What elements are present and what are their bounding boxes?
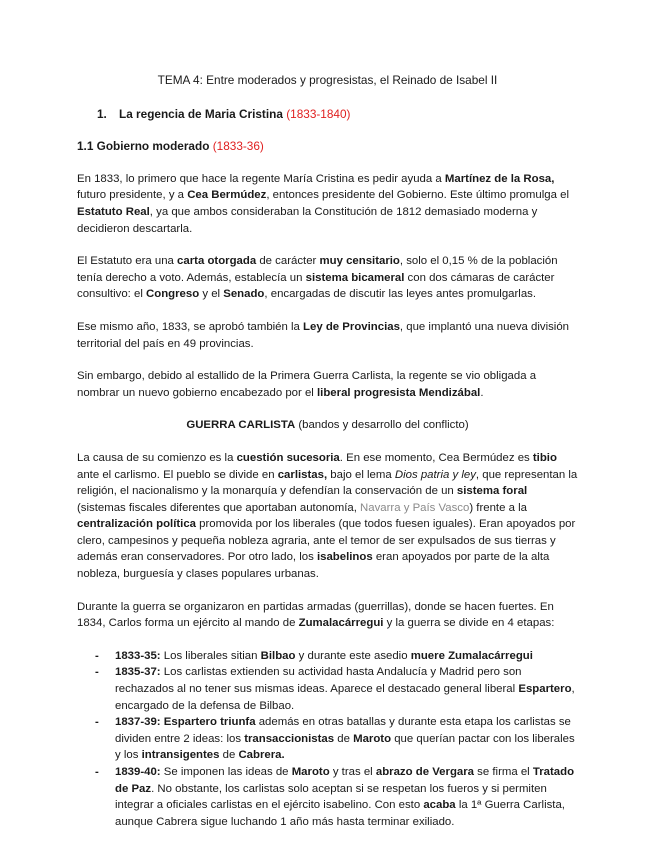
list-item: - 1833-35: Los liberales sitian Bilbao y durante este asedio muere Zumalacárregui	[95, 648, 578, 665]
paragraph-mendizabal: Sin embargo, debido al estallido de la Primera Guerra Carlista, la regente se vio obligada a nombrar un nuevo gobierno encabezado por el liberal progresista Mendizábal.	[77, 370, 537, 399]
paragraph-causa: La causa de su comienzo es la cuestión sucesoria. En ese momento, Cea Bermúdez es tibio ante el carlismo. El pueblo se divide en carlistas, bajo el lema Dios patria y ley, que representan la religión, el nacionalismo y la monarquía y defendían la conservación de un sistema foral (sistemas fiscales diferentes que aportaban autonomía, Navarra y País Vasco) frente a la centralización política promovida por los liberales (que todos fuesen iguales). Eran apoyados por clero, campesinos y pequeña nobleza agraria, ante el temor de ser expulsados de sus tierras y además eran conservadores. Por otro lado, los isabelinos eran apoyados por parte de la alta nobleza, burguesía y clases populares urbanas.	[77, 451, 578, 581]
paragraph-ley-provincias: Ese mismo año, 1833, se aprobó también la Ley de Provincias, que implantó una nueva división territorial del país en 49 provincias.	[77, 320, 569, 350]
dash-marker: -	[95, 649, 99, 662]
paragraph-etapas-intro: Durante la guerra se organizaron en partidas armadas (guerrillas), donde se hacen fuertes. En 1834, Carlos forma un ejército al mando de Zumalacárregui y la guerra se divide en 4 etapas:	[77, 600, 555, 630]
subsection-label: 1.1 Gobierno moderado	[77, 139, 210, 154]
guerra-carlista-heading: GUERRA CARLISTA (bandos y desarrollo del conflicto)	[186, 419, 469, 432]
paragraph-estatuto: En 1833, lo primero que hace la regente María Cristina es pedir ayuda a Martínez de la Rosa, futuro presidente, y a Cea Bermúdez, entonces presidente del Gobierno. Este último promulga el Estatuto Real, ya que ambos consideraban la Constitución de 1812 demasiado moderna y decidieron descartarla.	[77, 172, 569, 235]
document-title: TEMA 4: Entre moderados y progresistas, el Reinado de Isabel II	[157, 73, 498, 87]
list-item: - 1835-37: Los carlistas extienden su actividad hasta Andalucía y Madrid pero son rechazados al no tener sus mismas ideas. Aparece el destacado general liberal Espartero, encargado de la defensa de Bilbao.	[95, 666, 575, 712]
subsection-years: (1833-36)	[212, 139, 264, 154]
dash-marker: -	[95, 766, 99, 778]
section-heading-1	[77, 106, 578, 123]
dash-marker: -	[95, 716, 99, 729]
section-years: (1833-1840)	[286, 106, 351, 121]
list-item: - 1839-40: Se imponen las ideas de Maroto y tras el abrazo de Vergara se firma el Tratado de Paz. No obstante, los carlistas solo aceptan si se respetan los fueros y si permiten integrar a oficiales carlistas en el ejército isabelino. Con esto acaba la 1ª Guerra Carlista, aunque Cabrera sigue luchando 1 año más hasta terminar exiliado.	[95, 766, 575, 828]
subsection-heading	[77, 138, 578, 155]
section-number: 1.	[97, 106, 107, 121]
paragraph-carta-otorgada: El Estatuto era una carta otorgada de carácter muy censitario, solo el 0,15 % de la población tenía derecho a voto. Además, establecía un sistema bicameral con dos cámaras de carácter consultivo: el Congreso y el Senado, encargadas de discutir las leyes antes promulgarlas.	[77, 255, 558, 301]
dash-marker: -	[95, 666, 99, 679]
stages-list	[77, 648, 578, 831]
list-item: - 1837-39: Espartero triunfa además en otras batallas y durante esta etapa los carlistas se dividen entre 2 ideas: los transaccionistas de Maroto que querían pactar con los liberales y los intransigentes de Cabrera.	[95, 716, 575, 762]
section-label: La regencia de Maria Cristina	[119, 106, 283, 121]
